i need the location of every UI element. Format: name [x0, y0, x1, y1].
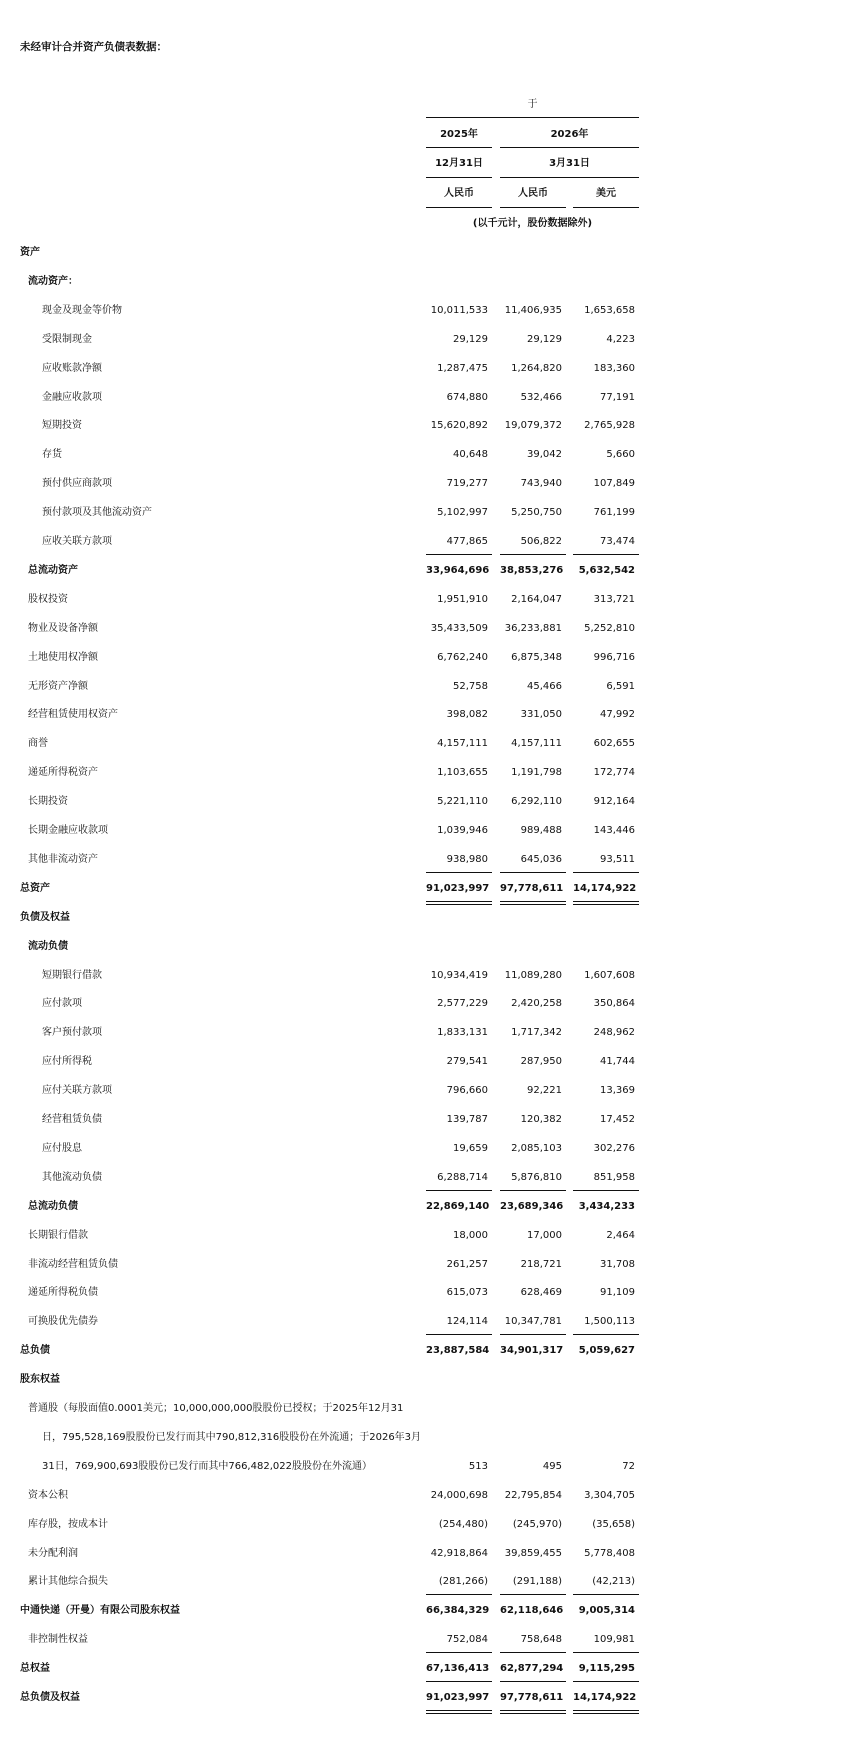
table-row: [0, 1024, 853, 1042]
double-underline: [426, 1710, 492, 1714]
header-as-of: 于: [527, 99, 538, 110]
table-row: [0, 1053, 853, 1071]
row-label: 总负债: [20, 1345, 50, 1357]
row-value: 13,369: [600, 1085, 635, 1097]
table-row: [0, 1313, 853, 1331]
underline: [426, 872, 492, 873]
header-rule: [426, 207, 492, 208]
row-value: (291,188): [512, 1576, 562, 1588]
underline: [426, 1190, 492, 1191]
row-value: 23,689,346: [500, 1200, 564, 1212]
row-value: 6,591: [606, 680, 635, 692]
underline: [426, 1334, 492, 1335]
row-value: 33,964,696: [426, 564, 490, 576]
row-label: 负债及权益: [20, 911, 70, 923]
row-value: 183,360: [593, 362, 635, 374]
row-label: 应付所得税: [42, 1056, 92, 1068]
row-value: 5,876,810: [511, 1171, 562, 1183]
row-value: 313,721: [593, 593, 635, 605]
row-value: 796,660: [446, 1085, 488, 1097]
row-label: 日，795,528,169股股份已发行而其中790,812,316股股份在外流通；于2026年3月: [42, 1431, 422, 1443]
row-label: 总资产: [20, 882, 50, 894]
row-label: 存货: [42, 449, 62, 461]
row-value: 5,059,627: [578, 1345, 635, 1357]
row-label: 客户预付款项: [42, 1027, 102, 1039]
row-label: 长期投资: [28, 796, 68, 808]
underline: [500, 1594, 566, 1595]
table-row: [0, 331, 853, 349]
table-row: [0, 909, 853, 927]
row-value: 109,981: [593, 1634, 635, 1646]
row-label: 可换股优先债券: [28, 1316, 98, 1328]
row-value: 2,577,229: [437, 998, 488, 1010]
row-value: 29,129: [527, 333, 562, 345]
row-label: 应收账款净额: [42, 362, 102, 374]
row-value: 1,607,608: [584, 969, 635, 981]
row-value: 218,721: [520, 1258, 562, 1270]
row-label: 股权投资: [28, 593, 68, 605]
row-value: 989,488: [520, 825, 562, 836]
row-value: 10,934,419: [430, 969, 488, 981]
row-value: 1,039,946: [437, 825, 488, 836]
header-unit-note: (以千元计，股份数据除外): [472, 218, 593, 229]
row-value: (35,658): [592, 1518, 635, 1530]
row-value: 97,778,611: [500, 882, 564, 894]
row-label: 未分配利润: [28, 1547, 78, 1559]
row-value: 19,079,372: [504, 420, 562, 432]
row-label: 总权益: [20, 1663, 50, 1675]
row-value: 40,648: [453, 449, 488, 461]
row-value: 39,859,455: [504, 1547, 562, 1559]
header-rule: [426, 177, 492, 178]
underline: [573, 554, 639, 555]
row-label: 长期银行借款: [28, 1229, 88, 1241]
row-value: 93,511: [600, 853, 635, 865]
row-label: 递延所得税负债: [28, 1287, 98, 1299]
row-label: 应付股息: [42, 1142, 82, 1154]
row-label: 短期投资: [42, 420, 82, 432]
table-row: [0, 1573, 853, 1591]
row-value: 331,050: [520, 709, 562, 721]
table-row: [0, 706, 853, 724]
row-value: 62,877,294: [500, 1663, 564, 1675]
row-label: 31日，769,900,693股股份已发行而其中766,482,022股股份在外流通）: [42, 1460, 372, 1472]
table-row: [0, 1631, 853, 1649]
row-value: 5,221,110: [437, 796, 488, 808]
row-label: 资本公积: [28, 1489, 68, 1501]
row-value: 24,000,698: [430, 1489, 488, 1501]
row-label: 总流动负债: [28, 1200, 78, 1212]
table-row: [0, 417, 853, 435]
row-value: 107,849: [593, 478, 635, 490]
row-value: (245,970): [512, 1518, 562, 1530]
row-label: 应收关联方款项: [42, 536, 112, 547]
row-label: 其他流动负债: [42, 1171, 102, 1183]
table-row: [0, 1227, 853, 1245]
row-label: 其他非流动资产: [28, 853, 98, 865]
row-value: 4,157,111: [437, 738, 488, 750]
double-underline: [426, 901, 492, 905]
row-label: 总流动资产: [28, 564, 78, 576]
table-row: [0, 244, 853, 262]
row-value: 91,023,997: [426, 882, 490, 894]
table-row: [0, 273, 853, 291]
row-value: 1,500,113: [584, 1316, 635, 1328]
row-value: 752,084: [446, 1634, 488, 1646]
row-value: 66,384,329: [426, 1605, 490, 1617]
row-label: 经营租赁使用权资产: [28, 709, 118, 721]
row-value: (254,480): [438, 1518, 488, 1530]
header-currency-usd: 美元: [596, 188, 616, 199]
row-value: 23,887,584: [426, 1345, 490, 1357]
header-year-2025: 2025年: [440, 129, 478, 140]
row-value: 10,011,533: [430, 304, 488, 316]
underline: [573, 1190, 639, 1191]
row-value: 2,164,047: [511, 593, 562, 605]
table-row: [0, 1660, 853, 1678]
row-value: 92,221: [527, 1085, 562, 1097]
row-value: 1,264,820: [511, 362, 562, 374]
row-value: 6,292,110: [511, 796, 562, 808]
underline: [426, 1652, 492, 1653]
row-value: 9,115,295: [578, 1663, 635, 1675]
row-value: (42,213): [592, 1576, 635, 1588]
header-rule: [500, 207, 566, 208]
underline: [500, 1681, 566, 1682]
row-value: 5,252,810: [584, 622, 635, 634]
row-value: 532,466: [520, 391, 562, 403]
double-underline: [500, 1710, 566, 1714]
row-label: 长期金融应收款项: [28, 825, 108, 836]
underline: [426, 1681, 492, 1682]
row-value: 172,774: [593, 767, 635, 779]
row-value: 10,347,781: [504, 1316, 562, 1328]
row-value: 67,136,413: [426, 1663, 490, 1675]
row-value: 758,648: [520, 1634, 562, 1646]
table-row: [0, 1342, 853, 1360]
table-row: [0, 793, 853, 811]
row-value: 31,708: [600, 1258, 635, 1270]
table-row: [0, 504, 853, 522]
row-value: 36,233,881: [504, 622, 562, 634]
header-rule: [500, 177, 639, 178]
table-row: [0, 967, 853, 985]
table-row: [0, 938, 853, 956]
underline: [573, 1681, 639, 1682]
table-row: [0, 360, 853, 378]
row-value: 39,042: [527, 449, 562, 461]
underline: [500, 1652, 566, 1653]
row-label: 非流动经营租赁负债: [28, 1258, 118, 1270]
row-value: 18,000: [453, 1229, 488, 1241]
table-row: [0, 1516, 853, 1534]
row-value: 477,865: [446, 536, 488, 547]
row-value: 15,620,892: [430, 420, 488, 432]
double-underline: [573, 901, 639, 905]
row-value: 91,109: [600, 1287, 635, 1299]
table-row: [0, 678, 853, 696]
header-year-2026: 2026年: [550, 129, 589, 140]
row-label: 短期银行借款: [42, 969, 102, 981]
table-row: [0, 995, 853, 1013]
row-value: 14,174,922: [573, 1692, 637, 1703]
row-value: 42,918,864: [430, 1547, 488, 1559]
table-row: [0, 1458, 853, 1476]
header-date-2026: 3月31日: [549, 158, 590, 169]
underline: [500, 1190, 566, 1191]
row-value: 6,762,240: [437, 651, 488, 663]
table-row: [0, 1284, 853, 1302]
double-underline: [573, 1710, 639, 1714]
table-row: [0, 475, 853, 493]
table-row: [0, 735, 853, 753]
row-value: 45,466: [527, 680, 562, 692]
underline: [426, 554, 492, 555]
row-value: 139,787: [446, 1114, 488, 1125]
row-value: 279,541: [446, 1056, 488, 1068]
row-value: 19,659: [453, 1142, 488, 1154]
header-currency-rmb-2025: 人民币: [444, 188, 474, 199]
header-currency-rmb-2026: 人民币: [518, 188, 548, 199]
row-value: 674,880: [446, 391, 488, 403]
underline: [500, 554, 566, 555]
row-value: 506,822: [520, 536, 562, 547]
row-value: 143,446: [593, 825, 635, 836]
row-label: 累计其他综合损失: [28, 1576, 108, 1588]
row-value: 41,744: [600, 1056, 635, 1068]
row-label: 流动负债: [28, 940, 68, 952]
row-value: 97,778,611: [500, 1692, 564, 1703]
row-value: 73,474: [600, 536, 635, 547]
row-label: 资产: [20, 247, 40, 258]
row-value: 1,653,658: [584, 304, 635, 316]
table-row: [0, 620, 853, 638]
row-value: 912,164: [593, 796, 635, 808]
table-row: [0, 1602, 853, 1620]
row-value: 6,288,714: [437, 1171, 488, 1183]
row-value: 851,958: [593, 1171, 635, 1183]
row-label: 金融应收款项: [42, 391, 102, 403]
row-value: 761,199: [593, 507, 635, 519]
row-value: 743,940: [520, 478, 562, 490]
row-value: 35,433,509: [430, 622, 488, 634]
row-value: 287,950: [520, 1056, 562, 1068]
row-value: 22,795,854: [504, 1489, 562, 1501]
row-label: 库存股，按成本计: [28, 1518, 108, 1530]
row-value: 5,660: [606, 449, 635, 461]
table-row: [0, 822, 853, 840]
row-value: 22,869,140: [426, 1200, 490, 1212]
row-value: 29,129: [453, 333, 488, 345]
row-label: 普通股（每股面值0.0001美元；10,000,000,000股股份已授权；于2025年12月31: [28, 1403, 404, 1414]
row-label: 中通快递（开曼）有限公司股东权益: [20, 1605, 180, 1617]
table-row: [0, 302, 853, 320]
row-value: 52,758: [453, 680, 488, 692]
row-value: 261,257: [446, 1258, 488, 1270]
row-value: 1,287,475: [437, 362, 488, 374]
table-row: [0, 1082, 853, 1100]
row-value: 5,778,408: [584, 1547, 635, 1559]
row-value: 2,085,103: [511, 1142, 562, 1154]
row-value: 1,191,798: [511, 767, 562, 779]
row-value: 2,464: [606, 1229, 635, 1241]
row-label: 非控制性权益: [28, 1634, 88, 1646]
row-value: 5,250,750: [511, 507, 562, 519]
row-value: 645,036: [520, 853, 562, 865]
row-label: 物业及设备净额: [28, 622, 98, 634]
table-row: [0, 649, 853, 667]
row-value: 62,118,646: [500, 1605, 564, 1617]
underline: [573, 1652, 639, 1653]
table-row: [0, 533, 853, 551]
row-label: 经营租赁负债: [42, 1114, 102, 1125]
row-value: 9,005,314: [578, 1605, 635, 1617]
table-row: [0, 1198, 853, 1216]
table-row: [0, 880, 853, 898]
row-value: 91,023,997: [426, 1692, 490, 1703]
row-value: 77,191: [600, 391, 635, 403]
row-value: 6,875,348: [511, 651, 562, 663]
underline: [500, 1334, 566, 1335]
row-value: 4,223: [606, 333, 635, 345]
row-value: 2,420,258: [511, 998, 562, 1010]
row-value: 17,000: [527, 1229, 562, 1241]
row-value: 938,980: [446, 853, 488, 865]
table-row: [0, 1111, 853, 1129]
row-value: 513: [468, 1460, 488, 1472]
row-value: 38,853,276: [500, 564, 564, 576]
table-row: [0, 591, 853, 609]
header-rule: [573, 207, 639, 208]
row-value: 3,434,233: [578, 1200, 635, 1212]
row-value: 4,157,111: [511, 738, 562, 750]
row-label: 无形资产净额: [28, 680, 88, 692]
row-value: 996,716: [593, 651, 635, 663]
row-value: 11,089,280: [504, 969, 562, 981]
header-rule: [426, 147, 492, 148]
underline: [573, 1594, 639, 1595]
row-label: 受限制现金: [42, 333, 92, 345]
underline: [573, 1334, 639, 1335]
row-value: 14,174,922: [573, 882, 637, 894]
row-value: 47,992: [600, 709, 635, 721]
row-value: 3,304,705: [584, 1489, 635, 1501]
row-label: 流动资产：: [28, 275, 78, 287]
table-row: [0, 562, 853, 580]
table-row: [0, 1140, 853, 1158]
row-value: 34,901,317: [500, 1345, 564, 1357]
row-value: 11,406,935: [504, 304, 562, 316]
row-value: 1,103,655: [437, 767, 488, 779]
double-underline: [500, 901, 566, 905]
row-value: 1,951,910: [437, 593, 488, 605]
row-value: 72: [622, 1460, 635, 1472]
underline: [573, 872, 639, 873]
row-value: 1,717,342: [511, 1027, 562, 1039]
row-label: 应付款项: [42, 998, 82, 1010]
row-value: 5,102,997: [437, 507, 488, 519]
header-rule: [426, 117, 639, 118]
header-rule: [500, 147, 639, 148]
row-value: 2,765,928: [584, 420, 635, 432]
table-row: [0, 1371, 853, 1389]
row-value: 350,864: [593, 998, 635, 1010]
page-title: 未经审计合并资产负债表数据：: [20, 41, 167, 53]
row-label: 总负债及权益: [20, 1692, 80, 1703]
row-label: 递延所得税资产: [28, 767, 98, 779]
table-row: [0, 1256, 853, 1274]
row-value: 398,082: [446, 709, 488, 721]
row-label: 预付款项及其他流动资产: [42, 507, 152, 519]
table-row: [0, 764, 853, 782]
row-label: 现金及现金等价物: [42, 304, 122, 316]
row-value: 17,452: [600, 1114, 635, 1125]
row-value: 615,073: [446, 1287, 488, 1299]
row-value: 5,632,542: [578, 564, 635, 576]
row-value: 719,277: [446, 478, 488, 490]
table-row: [0, 446, 853, 464]
row-label: 商誉: [28, 738, 48, 750]
table-row: [0, 1400, 853, 1418]
header-date-2025: 12月31日: [435, 158, 483, 169]
row-value: 1,833,131: [437, 1027, 488, 1039]
row-label: 土地使用权净额: [28, 651, 98, 663]
table-row: [0, 851, 853, 869]
table-row: [0, 1169, 853, 1187]
table-row: [0, 1689, 853, 1707]
row-value: 628,469: [520, 1287, 562, 1299]
row-value: 120,382: [520, 1114, 562, 1125]
row-value: 124,114: [446, 1316, 488, 1328]
row-value: 495: [542, 1460, 562, 1472]
row-value: 602,655: [593, 738, 635, 750]
row-label: 股东权益: [20, 1374, 60, 1386]
table-row: [0, 1429, 853, 1447]
row-label: 应付关联方款项: [42, 1085, 112, 1097]
underline: [426, 1594, 492, 1595]
table-row: [0, 1545, 853, 1563]
row-value: 302,276: [593, 1142, 635, 1154]
row-label: 预付供应商款项: [42, 478, 112, 490]
row-value: (281,266): [438, 1576, 488, 1588]
underline: [500, 872, 566, 873]
row-value: 248,962: [593, 1027, 635, 1039]
table-row: [0, 1487, 853, 1505]
table-row: [0, 389, 853, 407]
